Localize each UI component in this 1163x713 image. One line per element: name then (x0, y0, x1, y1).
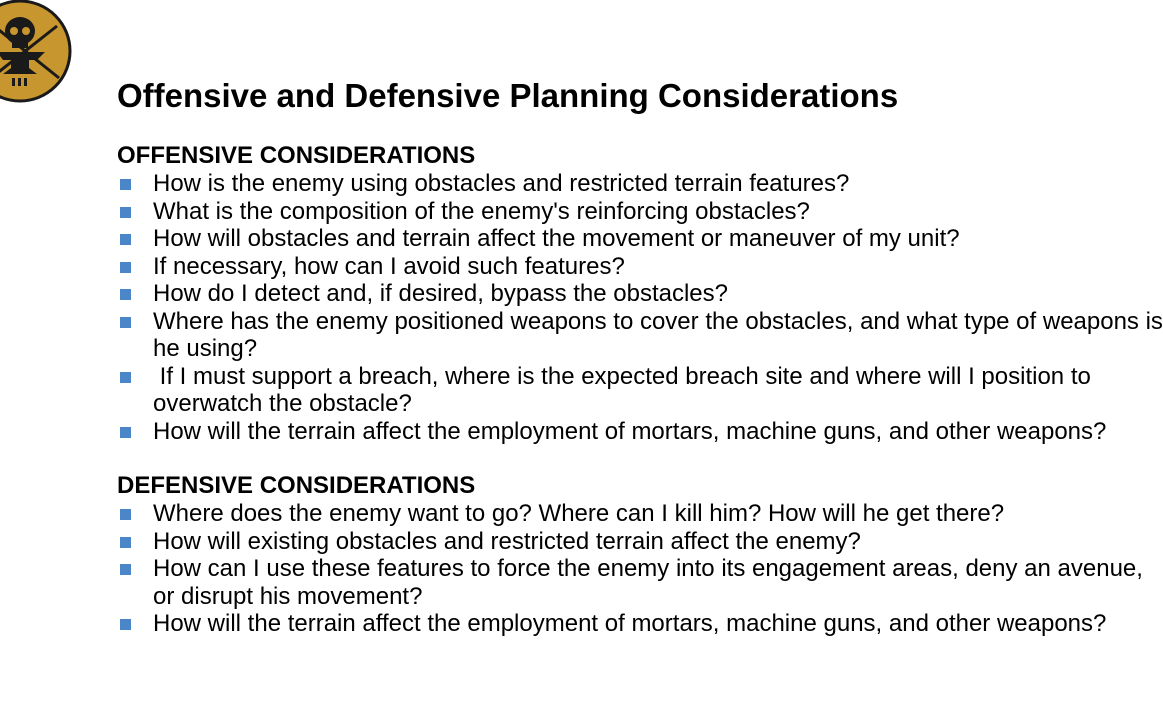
square-bullet-icon (120, 537, 131, 548)
bullet-text: How is the enemy using obstacles and restricted terrain features? (153, 170, 850, 197)
bullet-text: Where has the enemy positioned weapons to cover the obstacles, and what type of weapons is (153, 307, 1163, 335)
page-title: Offensive and Defensive Planning Considerations (117, 77, 899, 114)
square-bullet-icon (120, 372, 131, 383)
bullet-text: How will the terrain affect the employment of mortars, machine guns, and other weapons? (153, 417, 1107, 445)
square-bullet-icon (120, 234, 131, 245)
offensive-list (117, 170, 1163, 445)
square-bullet-icon (120, 427, 131, 438)
defensive-heading: DEFENSIVE CONSIDERATIONS (117, 472, 476, 499)
defensive-list (117, 500, 1143, 638)
square-bullet-icon (120, 207, 131, 218)
bullet-text: What is the composition of the enemy's reinforcing obstacles? (153, 197, 810, 225)
square-bullet-icon (120, 619, 131, 630)
list-item (117, 555, 1143, 610)
list-item (117, 198, 833, 226)
offensive-section (117, 142, 1163, 445)
list-item (117, 610, 1107, 638)
list-item (117, 362, 1091, 418)
bullet-text: Where does the enemy want to go? Where can I kill him? How will he get there? (153, 500, 1005, 527)
list-item (117, 280, 833, 308)
square-bullet-icon (120, 289, 131, 300)
bullet-text: How will existing obstacles and restricted terrain affect the enemy? (153, 527, 861, 555)
offensive-heading: OFFENSIVE CONSIDERATIONS (117, 142, 476, 169)
list-item (117, 253, 833, 281)
list-item (117, 225, 960, 253)
logo-circle (0, 1, 70, 101)
bullet-text: How will the terrain affect the employment of mortars, machine guns, and other weapons? (153, 610, 1107, 637)
square-bullet-icon (120, 564, 131, 575)
bullet-text: If necessary, how can I avoid such features? (153, 252, 625, 280)
square-bullet-icon (120, 179, 131, 190)
list-item (117, 527, 861, 556)
unit-insignia-logo (0, 0, 73, 104)
defensive-section (117, 472, 1143, 638)
list-item (117, 417, 1107, 446)
bullet-text-continued: overwatch the obstacle? (153, 390, 412, 417)
square-bullet-icon (120, 509, 131, 520)
list-item (117, 307, 1163, 363)
list-item (117, 170, 850, 198)
bullet-text: How will obstacles and terrain affect the movement or maneuver of my unit? (153, 225, 960, 252)
list-item (117, 500, 1005, 528)
bullet-text-continued: he using? (153, 335, 258, 362)
square-bullet-icon (120, 317, 131, 328)
bullet-text: How can I use these features to force the enemy into its engagement areas, deny an avenue, (153, 555, 1143, 582)
bullet-text: How do I detect and, if desired, bypass the obstacles? (153, 280, 729, 307)
bullet-text: If I must support a breach, where is the expected breach site and where will I position to (153, 362, 1091, 390)
square-bullet-icon (120, 262, 131, 273)
bullet-text-continued: or disrupt his movement? (153, 582, 423, 610)
